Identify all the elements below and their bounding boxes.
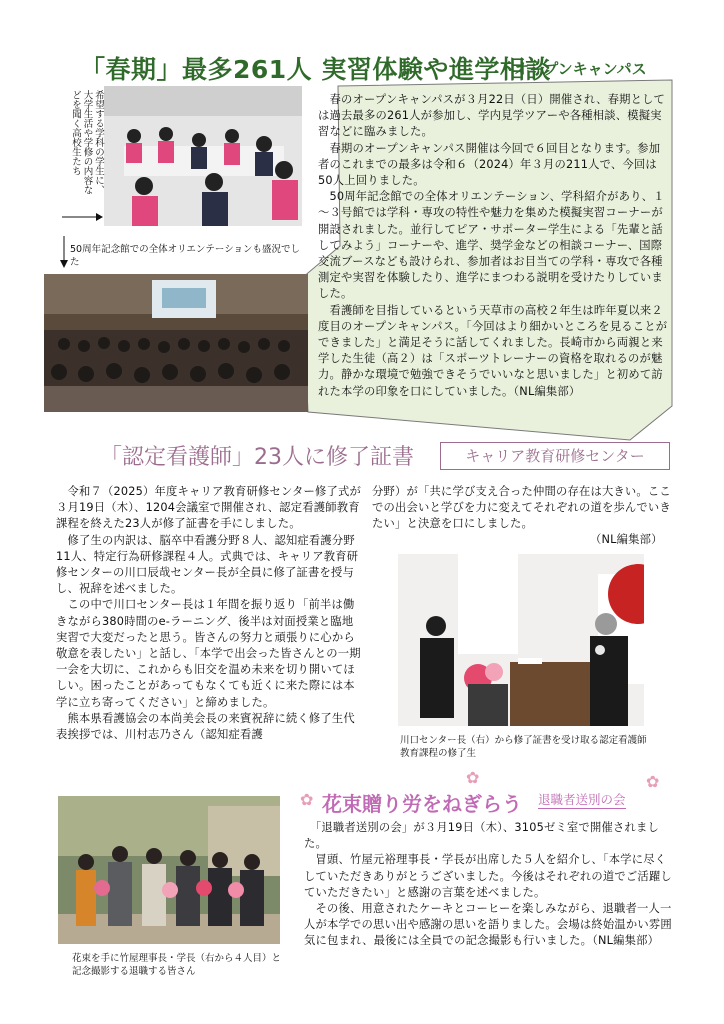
section1-body: 春のオープンキャンパスが３月22日（日）開催され、春期としては過去最多の261人が参加し、学内見学ツアーや各種相談、模擬実習などに臨みました。 春期のオープンキャンパス開催は今回で６回目となります。参加者のこれまでの最多は令和６（2024）年３月の211人で、今回は50人上回りました。 50周年記念館での全体オリエンテーション、学科紹介があり、１～３号館では学科・専攻の特性や魅力を集めた模擬実習コーナーが開設されました。並行してピア・サポーター学生による「先輩と話してみよう」コーナーや、進学、奨学金などの相談コーナー、国際交流ブースなども設けられ、参加者はお目当ての学科・専攻で各種測定や実習を体験したり、進学にまつわる説明を受けたりしていました。 看護師を目指しているという天草市の高校２年生は昨年夏以来２度目のオープンキャンパス。「今回はより細かいところを見ることができました」と満足そうに話してくれました。長崎市から両親と来学した生徒（高２）は「スポーツトレーナーの資格を取れるのが魅力。静かな環境で勉強できそうでいいなと思いました」と初めて訪れた本学の印象を口にしていました。（NL編集部） — [318, 93, 668, 398]
flower-icon: ✿ — [466, 768, 480, 787]
arrow-right-icon — [60, 210, 104, 224]
photo-certificate-ceremony — [398, 554, 644, 726]
section2-body-left: 令和７（2025）年度キャリア教育研修センター修了式が３月19日（木）、1204会議室で開催され、認定看護師教育課程を終えた23人が修了証書を手にしました。 修了生の内訳は、脳卒中看護分野８人、認知症看護分野11人、特定行為研修課程４人。式典では、キャリア教育研修センターの川口辰哉センター長が全員に修了証書を授与し、祝辞を述べました。 この中で川口センター長は１年間を振り返り「前半は働きながら380時間のe-ラーニング、後半は対面授業と臨地実習で大変だったと思う。皆さんの努力と頑張りに心から敬意を表したい」と話し、「本学で出会った皆さんとの一期一会を大切に、これからも旧交を温め未来を切り開いてほしい。困ったことがあってもなくても近くに来た際には本学に立ち寄ってください」と締めました。 熊本県看護協会の本尚美会長の来賓祝辞に続く修了生代表挨拶では、川村志乃さん（認知症看護 — [56, 485, 362, 742]
section2-photo-caption: 川口センター長（右）から修了証書を受け取る認定看護師教育課程の修了生 — [400, 735, 647, 759]
section1-title: 「春期」最多261人 実習体験や進学相談 — [80, 55, 551, 84]
section3-body: 「退職者送別の会」が３月19日（木）、3105ゼミ室で開催されました。 冒頭、竹屋元裕理事長・学長が出席した５人を紹介し、「本学に尽くしていただきありがとうございました。今後はそれぞれの道でご活躍していただきたい」と感謝の言葉を述べました。 その後、用意されたケーキとコーヒーを楽しみながら、退職者一人一人が本学での思い出や感謝の思いを語りました。会場は終始温かい雰囲気に包まれ、最後には全員での記念撮影も行いました。（NL編集部） — [304, 821, 672, 948]
photo-orientation-hall — [44, 274, 308, 412]
photo1-caption-line: 希望する学科の学生に、 — [93, 90, 104, 195]
photo-retirees-group — [58, 796, 280, 944]
flower-icon: ✿ — [300, 790, 314, 809]
section2-subtitle: キャリア教育研修センター — [440, 442, 670, 470]
section2-title: 「認定看護師」23人に修了証書 — [100, 445, 414, 470]
photo1-caption-line: どを聞く高校生たち — [70, 90, 81, 176]
arrow-down-icon — [58, 236, 70, 270]
photo-consultation — [104, 86, 302, 226]
photo2-caption: 50周年記念館での全体オリエンテーションも盛況でした — [70, 244, 301, 268]
section2-credit: （NL編集部） — [590, 533, 663, 546]
section2-body-right: 分野）が「共に学び支え合った仲間の存在は大きい。ここでの出会いと学びを力に変えてそれぞれの道を歩んでいきたい」と決意を口にしました。 — [372, 485, 671, 531]
flower-icon: ✿ — [646, 772, 660, 791]
section3-subtitle: 退職者送別の会 — [538, 792, 626, 807]
section1-subtitle: オープンキャンパス — [514, 60, 647, 78]
photo1-caption — [58, 90, 104, 214]
section3-photo-caption: 花束を手に竹屋理事長・学長（右から４人目）と記念撮影する退職する皆さん — [72, 953, 282, 977]
photo1-caption-line: 大学生活や学修の内容な — [81, 90, 93, 195]
section3-title: 花束贈り労をねぎらう — [322, 792, 522, 816]
